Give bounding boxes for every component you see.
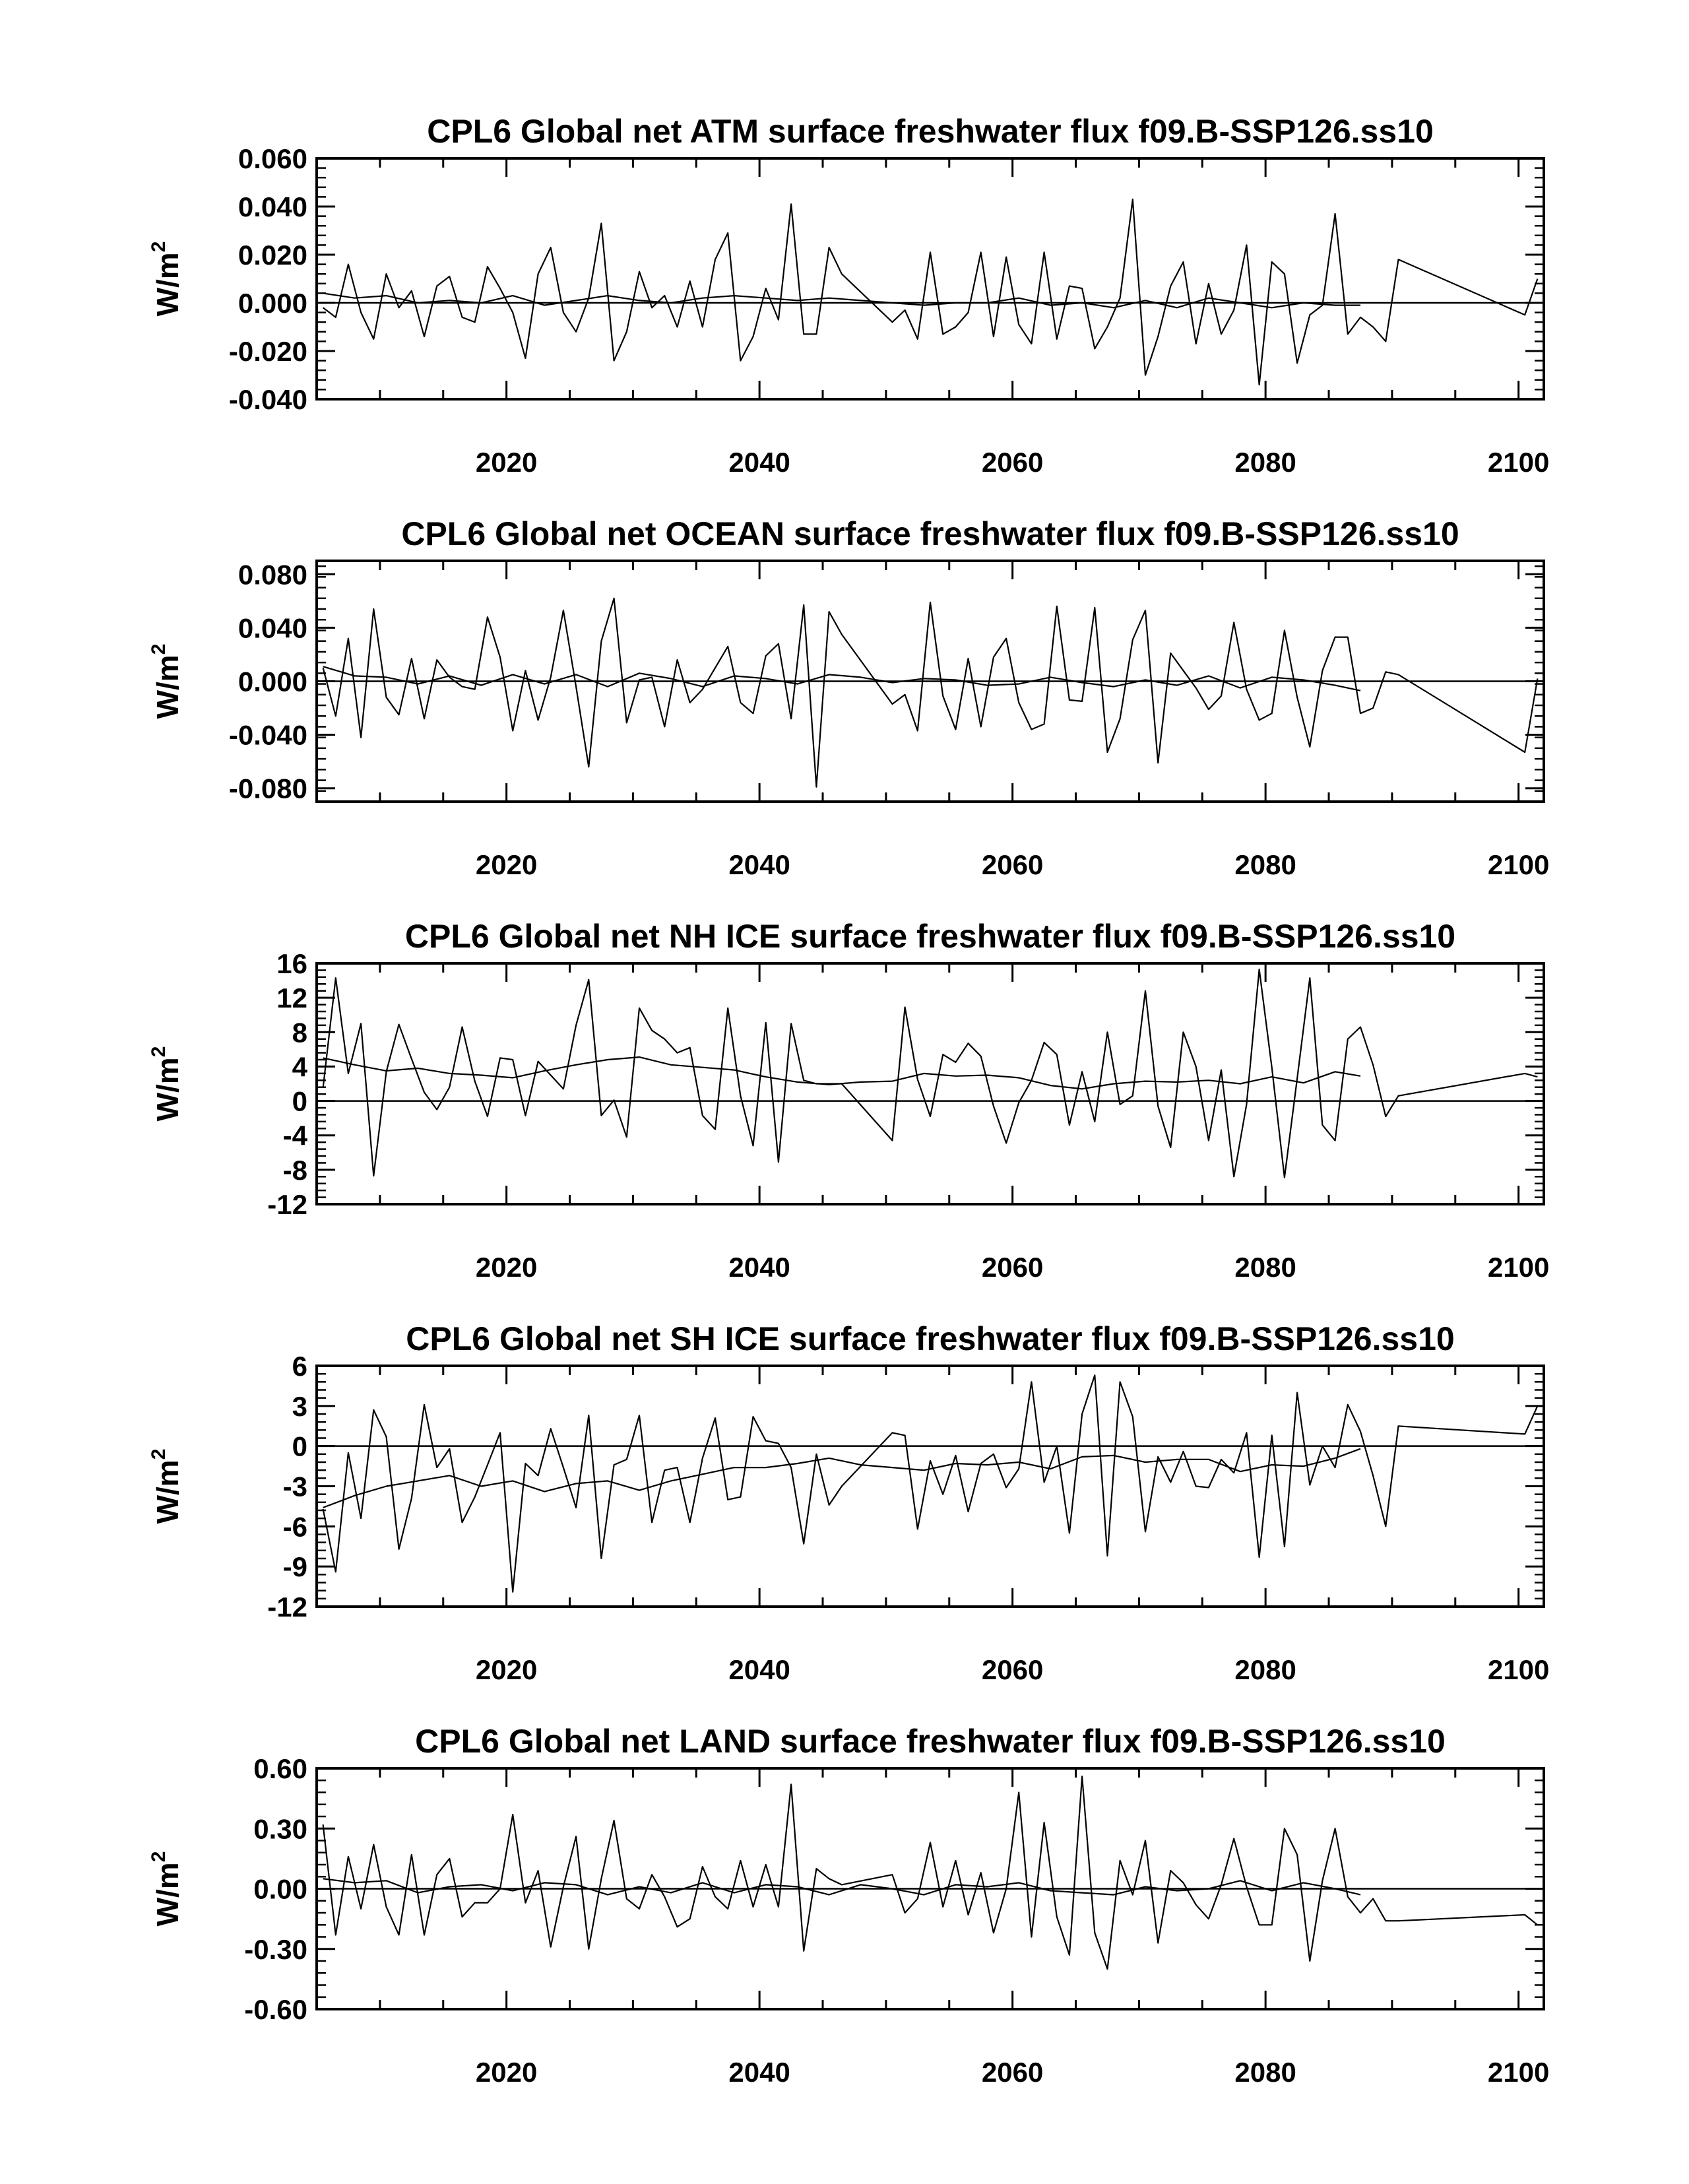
y-tick-label: 6: [292, 1351, 307, 1382]
chart-title: CPL6 Global net NH ICE surface freshwater flux f09.B-SSP126.ss10: [404, 918, 1456, 955]
chart-title: CPL6 Global net OCEAN surface freshwater flux f09.B-SSP126.ss10: [401, 515, 1459, 552]
y-tick-label: 0.040: [238, 191, 307, 222]
y-tick-label: 0.020: [238, 240, 307, 271]
series-line-smoothed: [323, 1449, 1360, 1508]
y-tick-label: -0.080: [228, 773, 307, 804]
y-tick-label: 0.080: [238, 559, 307, 591]
x-tick-label: 2080: [1234, 849, 1296, 880]
y-axis-label-sup: 2: [148, 1046, 170, 1058]
panel-1: [148, 113, 1549, 478]
y-tick-label: 0.00: [253, 1873, 307, 1905]
series-line-annual: [323, 1776, 1538, 1969]
plot-frame: [317, 158, 1544, 399]
y-tick-label: -0.60: [244, 1994, 307, 2025]
plot-frame: [317, 963, 1544, 1204]
y-tick-label: -3: [282, 1471, 307, 1502]
series-line-smoothed: [323, 1879, 1360, 1894]
y-axis-label: [148, 1046, 185, 1122]
x-tick-label: 2020: [475, 1654, 538, 1685]
series-line-annual: [323, 1375, 1538, 1592]
y-axis-label: [148, 644, 185, 719]
panel-5: [148, 1723, 1549, 2088]
chart-title: CPL6 Global net ATM surface freshwater flux f09.B-SSP126.ss10: [427, 113, 1434, 150]
y-tick-label: -0.30: [244, 1933, 307, 1965]
y-axis-label-base: W/m: [150, 1460, 185, 1524]
x-tick-label: 2100: [1487, 447, 1550, 478]
y-axis-label-base: W/m: [150, 1862, 185, 1927]
panel-3: [148, 918, 1549, 1283]
y-axis-label-sup: 2: [148, 1851, 170, 1863]
y-tick-label: -0.020: [228, 336, 307, 367]
x-tick-label: 2040: [728, 1654, 790, 1685]
x-tick-label: 2040: [728, 447, 790, 478]
y-axis-label-sup: 2: [148, 643, 170, 655]
y-axis-label-sup: 2: [148, 1448, 170, 1460]
y-tick-label: 3: [292, 1390, 307, 1422]
y-axis-label: [148, 1449, 185, 1524]
x-tick-label: 2020: [475, 1252, 538, 1283]
x-tick-label: 2100: [1487, 1654, 1550, 1685]
y-tick-label: 0.000: [238, 288, 307, 319]
x-tick-label: 2060: [981, 849, 1044, 880]
x-tick-label: 2100: [1487, 2057, 1550, 2088]
x-tick-label: 2040: [728, 849, 790, 880]
x-tick-label: 2020: [475, 849, 538, 880]
y-tick-label: 0.060: [238, 143, 307, 174]
x-tick-label: 2080: [1234, 447, 1296, 478]
y-tick-label: -0.040: [228, 384, 307, 415]
y-tick-label: -12: [267, 1591, 307, 1622]
y-tick-label: 4: [292, 1051, 307, 1083]
x-tick-label: 2080: [1234, 2057, 1296, 2088]
y-tick-label: -8: [282, 1154, 307, 1186]
x-tick-label: 2080: [1234, 1252, 1296, 1283]
y-axis-label-base: W/m: [150, 655, 185, 719]
x-tick-label: 2060: [981, 2057, 1044, 2088]
x-tick-label: 2040: [728, 1252, 790, 1283]
panel-4: [148, 1320, 1549, 1685]
y-tick-label: -12: [267, 1189, 307, 1220]
y-axis-label-base: W/m: [150, 252, 185, 317]
y-tick-label: 0.30: [253, 1813, 307, 1845]
y-tick-label: -9: [282, 1551, 307, 1583]
y-tick-label: 0: [292, 1085, 307, 1117]
x-tick-label: 2100: [1487, 849, 1550, 880]
x-tick-label: 2080: [1234, 1654, 1296, 1685]
y-tick-label: 16: [276, 948, 307, 979]
y-tick-label: 0.000: [238, 666, 307, 697]
series-line-annual: [323, 199, 1538, 385]
x-tick-label: 2060: [981, 1252, 1044, 1283]
y-axis-label-base: W/m: [150, 1057, 185, 1122]
y-tick-label: -0.040: [228, 719, 307, 751]
y-tick-label: -6: [282, 1511, 307, 1543]
x-tick-label: 2040: [728, 2057, 790, 2088]
y-tick-label: 0.040: [238, 612, 307, 644]
x-tick-label: 2060: [981, 1654, 1044, 1685]
y-tick-label: -4: [282, 1120, 307, 1151]
y-tick-label: 0: [292, 1430, 307, 1462]
x-tick-label: 2020: [475, 447, 538, 478]
x-tick-label: 2020: [475, 2057, 538, 2088]
x-tick-label: 2060: [981, 447, 1044, 478]
series-line-smoothed: [323, 1057, 1360, 1089]
plot-frame: [317, 1366, 1544, 1607]
y-tick-label: 12: [276, 982, 307, 1014]
panel-2: [148, 515, 1549, 880]
y-axis-label-sup: 2: [148, 241, 170, 253]
y-axis-label: [148, 1851, 185, 1927]
series-line-annual: [323, 598, 1538, 787]
y-tick-label: 0.60: [253, 1753, 307, 1784]
y-tick-label: 8: [292, 1017, 307, 1048]
chart-title: CPL6 Global net SH ICE surface freshwater flux f09.B-SSP126.ss10: [406, 1320, 1455, 1357]
x-tick-label: 2100: [1487, 1252, 1550, 1283]
chart-title: CPL6 Global net LAND surface freshwater flux f09.B-SSP126.ss10: [415, 1723, 1446, 1760]
y-axis-label: [148, 241, 185, 317]
